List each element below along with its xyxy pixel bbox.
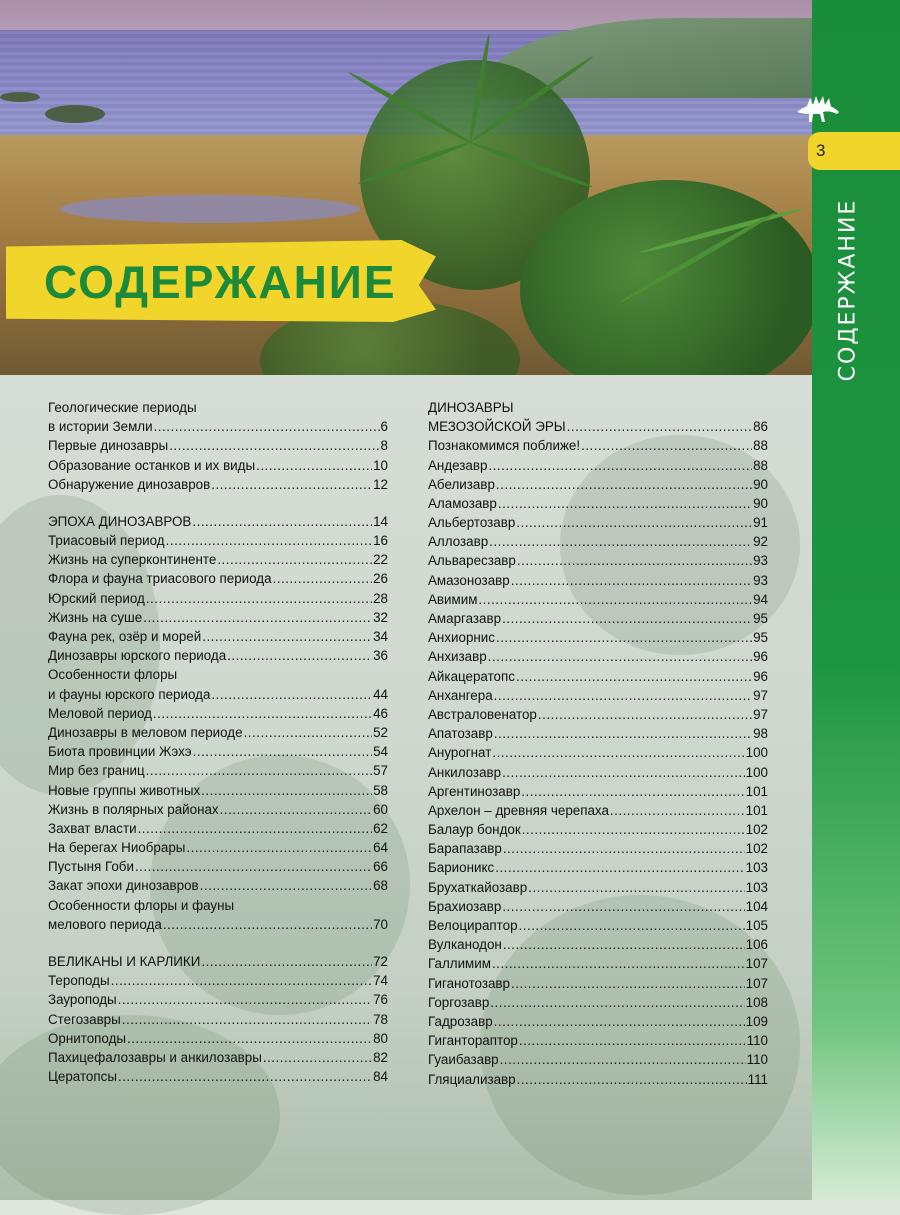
toc-entry-page: 8 [380, 438, 388, 454]
toc-entry-title: Динозавры юрского периода [48, 648, 227, 664]
dot-leader [498, 494, 752, 513]
toc-entry-title: Альбертозавр [428, 515, 516, 531]
dot-leader [118, 990, 372, 1009]
toc-entry-title: Жизнь в полярных районах [48, 801, 219, 817]
dot-leader [519, 916, 745, 935]
section-gap [48, 934, 388, 952]
dot-leader [502, 897, 744, 916]
toc-entry[interactable] [48, 877, 388, 896]
dot-leader [478, 590, 752, 609]
dot-leader [538, 705, 752, 724]
dot-leader [127, 1029, 372, 1048]
toc-entry-title: Андезавр [428, 457, 488, 473]
toc-entry-title: На берегах Ниобрары [48, 840, 186, 856]
toc-entry-page: 103 [745, 879, 768, 895]
toc-entry-title: Амаргазавр [428, 611, 502, 627]
toc-entry[interactable] [428, 532, 768, 551]
dot-leader [610, 801, 745, 820]
toc-entry-title: Австраловенатор [428, 706, 537, 722]
puddle [60, 195, 360, 223]
dot-leader [511, 571, 752, 590]
toc-entry-page: 80 [373, 1030, 388, 1046]
toc-entry[interactable] [48, 761, 388, 780]
toc-entry-page: 107 [745, 956, 768, 972]
dot-leader [492, 743, 744, 762]
toc-entry-title: Гигантораптор [428, 1033, 518, 1049]
toc-entry-page: 98 [753, 726, 768, 742]
toc-entry[interactable] [428, 897, 768, 916]
dot-leader [521, 782, 744, 801]
toc-entry[interactable] [428, 475, 768, 494]
toc-entry[interactable] [428, 1012, 768, 1031]
toc-entry-page: 102 [745, 841, 768, 857]
toc-entry-title: ВЕЛИКАНЫ И КАРЛИКИ [48, 954, 201, 970]
dot-leader [186, 838, 372, 857]
toc-entry-page: 34 [373, 629, 388, 645]
section-gap [48, 494, 388, 512]
toc-entry-title: Брухаткайозавр [428, 879, 528, 895]
dot-leader [492, 954, 745, 973]
toc-entry[interactable] [428, 513, 768, 532]
toc-entry[interactable] [428, 398, 768, 417]
dot-leader [227, 646, 372, 665]
toc-entry-title: Первые динозавры [48, 438, 169, 454]
toc-entry-title: Аргентинозавр [428, 783, 521, 799]
dot-leader [502, 763, 745, 782]
toc-entry-title: Тероподы [48, 973, 110, 989]
toc-entry-page: 100 [745, 764, 768, 780]
toc-entry[interactable] [428, 974, 768, 993]
dot-leader [135, 857, 372, 876]
toc-entry-title: Архелон – древняя черепаха [428, 802, 609, 818]
dot-leader [494, 1012, 745, 1031]
toc-entry[interactable] [428, 667, 768, 686]
toc-entry[interactable] [428, 686, 768, 705]
toc-entry-title: Жизнь на суперконтиненте [48, 552, 217, 568]
toc-entry[interactable] [48, 971, 388, 990]
toc-entry-page: 32 [373, 609, 388, 625]
toc-entry[interactable] [48, 781, 388, 800]
dot-leader [200, 876, 372, 895]
toc-entry-title: МЕЗОЗОЙСКОЙ ЭРЫ [428, 419, 566, 435]
toc-entry[interactable] [48, 512, 388, 531]
toc-entry[interactable] [48, 456, 388, 475]
toc-entry-title: Авимим [428, 591, 478, 607]
toc-entry[interactable] [48, 723, 388, 742]
toc-entry-title: Галлимим [428, 956, 491, 972]
toc-entry-title: Познакомимся поближе! [428, 438, 581, 454]
side-strip [812, 0, 900, 1200]
toc-entry-title: Барапазавр [428, 841, 502, 857]
toc-entry-title: и фауны юрского периода [48, 686, 211, 702]
toc-entry[interactable] [48, 742, 388, 761]
dot-leader [122, 1010, 372, 1029]
dot-leader [146, 589, 372, 608]
toc-entry-title: Стегозавры [48, 1011, 121, 1027]
dot-leader [517, 1070, 747, 1089]
toc-entry-page: 92 [753, 534, 768, 550]
toc-entry-title: Зауроподы [48, 992, 117, 1008]
dot-leader [528, 878, 745, 897]
toc-entry-title: ЭПОХА ДИНОЗАВРОВ [48, 513, 192, 529]
toc-entry-title: Пахицефалозавры и анкилозавры [48, 1049, 262, 1065]
dot-leader [244, 723, 373, 742]
toc-entry-page: 110 [746, 1052, 768, 1068]
page-title: СОДЕРЖАНИЕ [44, 256, 397, 308]
dot-leader [500, 1050, 746, 1069]
toc-entry-title: Новые группы животных [48, 782, 201, 798]
toc-entry-title: Гадрозавр [428, 1013, 493, 1029]
toc-entry-page: 54 [373, 744, 388, 760]
toc-entry-title: Анхиорнис [428, 630, 495, 646]
toc-entry[interactable] [428, 647, 768, 666]
dot-leader [495, 858, 744, 877]
dot-leader [192, 512, 372, 531]
dot-leader [502, 609, 752, 628]
toc-entry[interactable] [48, 550, 388, 569]
toc-entry[interactable] [48, 1067, 388, 1086]
dot-leader [217, 550, 372, 569]
toc-entry-title: Апатозавр [428, 726, 493, 742]
toc-entry-page: 95 [753, 630, 768, 646]
toc-entry[interactable] [428, 935, 768, 954]
toc-entry[interactable] [428, 705, 768, 724]
toc-entry-title: Пустыня Гоби [48, 859, 134, 875]
toc-entry-title: Гиганотозавр [428, 975, 510, 991]
toc-entry-title: Аламозавр [428, 495, 497, 511]
dot-leader [201, 781, 372, 800]
toc-entry-page: 44 [373, 686, 388, 702]
toc-entry-page: 108 [745, 994, 768, 1010]
toc-entry[interactable] [428, 456, 768, 475]
toc-entry-page: 36 [373, 648, 388, 664]
toc-entry[interactable] [48, 417, 388, 436]
toc-entry[interactable] [428, 782, 768, 801]
toc-entry-title: Мир без границ [48, 763, 145, 779]
toc-entry-title: Анкилозавр [428, 764, 502, 780]
dot-leader [211, 685, 372, 704]
toc-entry[interactable] [428, 859, 768, 878]
toc-entry-title: Флора и фауна триасового периода [48, 571, 272, 587]
toc-entry[interactable] [48, 857, 388, 876]
toc-entry[interactable] [48, 570, 388, 589]
dot-leader [211, 475, 372, 494]
toc-entry-page: 60 [373, 801, 388, 817]
dot-leader [494, 724, 752, 743]
toc-entry[interactable] [48, 665, 388, 684]
toc-entry[interactable] [428, 571, 768, 590]
toc-entry[interactable] [428, 743, 768, 762]
toc-entry-page: 68 [373, 878, 388, 894]
dot-leader [256, 456, 372, 475]
toc-entry[interactable] [428, 552, 768, 571]
toc-entry[interactable] [428, 878, 768, 897]
toc-entry-page: 12 [373, 476, 388, 492]
toc-entry[interactable] [428, 628, 768, 647]
toc-entry-page: 86 [753, 419, 768, 435]
dot-leader [489, 532, 752, 551]
dot-leader [517, 551, 752, 570]
toc-left-column [48, 398, 388, 1086]
dot-leader [567, 417, 752, 436]
toc-entry-page: 88 [753, 438, 768, 454]
toc-entry-title: Вулканодон [428, 937, 502, 953]
toc-entry[interactable] [428, 801, 768, 820]
toc-entry-page: 28 [373, 590, 388, 606]
dot-leader [163, 915, 372, 934]
toc-entry-page: 74 [373, 973, 388, 989]
toc-entry-page: 72 [373, 954, 388, 970]
toc-entry-page: 90 [753, 476, 768, 492]
toc-entry-page: 66 [373, 859, 388, 875]
toc-entry-page: 110 [746, 1033, 768, 1049]
toc-entry-title: Гляциализавр [428, 1071, 516, 1087]
toc-entry-page: 97 [753, 706, 768, 722]
toc-entry[interactable] [48, 685, 388, 704]
toc-entry-title: Балаур бондок [428, 822, 521, 838]
toc-entry[interactable] [428, 590, 768, 609]
toc-right-column [428, 398, 768, 1089]
dot-leader [511, 974, 745, 993]
toc-entry[interactable] [428, 494, 768, 513]
toc-entry[interactable] [48, 646, 388, 665]
toc-entry[interactable] [48, 608, 388, 627]
toc-entry-page: 62 [373, 820, 388, 836]
toc-entry-title: Закат эпохи динозавров [48, 878, 199, 894]
toc-entry-title: Альваресзавр [428, 553, 516, 569]
dot-leader [581, 436, 752, 455]
dot-leader [166, 531, 372, 550]
toc-entry[interactable] [428, 763, 768, 782]
toc-entry-page: 105 [745, 918, 768, 934]
toc-entry-title: Жизнь на суше [48, 609, 143, 625]
toc-entry-page: 82 [373, 1049, 388, 1065]
toc-entry[interactable] [48, 838, 388, 857]
toc-entry[interactable] [48, 990, 388, 1009]
toc-entry[interactable] [428, 1050, 768, 1069]
toc-entry-page: 58 [373, 782, 388, 798]
toc-entry-page: 57 [373, 763, 388, 779]
toc-entry-title: Особенности флоры [48, 667, 178, 683]
toc-entry-page: 102 [745, 822, 768, 838]
dot-leader [111, 971, 372, 990]
page-number: 3 [816, 141, 826, 160]
toc-entry-title: Анхангера [428, 687, 493, 703]
toc-entry[interactable] [48, 819, 388, 838]
toc-entry-title: Велоцираптор [428, 918, 518, 934]
toc-entry-page: 106 [745, 937, 768, 953]
dot-leader [153, 704, 372, 723]
toc-entry-title: Динозавры в меловом периоде [48, 724, 243, 740]
dot-leader [143, 608, 372, 627]
toc-entry-page: 103 [745, 860, 768, 876]
toc-entry-page: 91 [753, 515, 768, 531]
vertical-section-title: СОДЕРЖАНИЕ [835, 198, 861, 382]
toc-entry-page: 100 [745, 745, 768, 761]
dot-leader [516, 667, 752, 686]
toc-entry-page: 97 [753, 687, 768, 703]
rock [0, 92, 40, 102]
toc-entry[interactable] [428, 417, 768, 436]
dot-leader [496, 628, 752, 647]
dot-leader [138, 819, 373, 838]
toc-entry[interactable] [428, 916, 768, 935]
toc-entry-title: Брахиозавр [428, 898, 502, 914]
toc-entry-page: 52 [373, 724, 388, 740]
toc-entry-title: Триасовый период [48, 533, 165, 549]
toc-entry-title: в истории Земли [48, 419, 153, 435]
dot-leader [488, 647, 752, 666]
toc-entry[interactable] [48, 1029, 388, 1048]
toc-entry-title: Образование останков и их виды [48, 457, 256, 473]
header-illustration [0, 0, 812, 375]
dot-leader [496, 475, 752, 494]
dot-leader [522, 820, 745, 839]
toc-entry-title: Амазонозавр [428, 572, 510, 588]
toc-entry-page: 88 [753, 457, 768, 473]
toc-entry-title: Анхизавр [428, 649, 487, 665]
toc-entry[interactable] [428, 839, 768, 858]
toc-entry-title: Особенности флоры и фауны [48, 897, 235, 913]
dot-leader [516, 513, 752, 532]
toc-entry[interactable] [48, 1048, 388, 1067]
toc-entry[interactable] [48, 896, 388, 915]
toc-entry[interactable] [428, 609, 768, 628]
toc-entry-title: Горгозавр [428, 994, 490, 1010]
toc-entry[interactable] [48, 627, 388, 646]
dot-leader [201, 952, 372, 971]
toc-entry-title: Биота провинции Жэхэ [48, 744, 192, 760]
dot-leader [503, 935, 745, 954]
toc-entry-title: Барионикс [428, 860, 495, 876]
toc-entry[interactable] [428, 724, 768, 743]
toc-entry-title: Аллозавр [428, 534, 489, 550]
toc-entry-title: ДИНОЗАВРЫ [428, 399, 514, 415]
toc-entry-page: 64 [373, 840, 388, 856]
toc-entry-page: 101 [745, 783, 768, 799]
toc-entry-page: 94 [753, 591, 768, 607]
dot-leader [169, 436, 379, 455]
toc-entry-title: Айкацератопс [428, 668, 515, 684]
toc-entry-page: 111 [747, 1071, 768, 1087]
toc-entry[interactable] [48, 531, 388, 550]
toc-entry[interactable] [428, 1070, 768, 1089]
toc-entry[interactable] [48, 952, 388, 971]
toc-entry-page: 109 [745, 1013, 768, 1029]
toc-entry[interactable] [428, 954, 768, 973]
toc-entry-page: 93 [753, 572, 768, 588]
toc-entry[interactable] [428, 1031, 768, 1050]
rock [45, 105, 105, 123]
toc-entry-page: 10 [373, 457, 388, 473]
toc-entry-page: 22 [373, 552, 388, 568]
toc-entry-page: 90 [753, 495, 768, 511]
dot-leader [519, 1031, 746, 1050]
dot-leader [263, 1048, 372, 1067]
toc-entry[interactable] [48, 915, 388, 934]
toc-entry[interactable] [48, 475, 388, 494]
toc-entry-page: 93 [753, 553, 768, 569]
toc-entry-title: Анурогнат [428, 745, 492, 761]
toc-entry-page: 84 [373, 1069, 388, 1085]
toc-entry-page: 96 [753, 668, 768, 684]
toc-entry-title: Захват власти [48, 820, 137, 836]
dot-leader [273, 569, 373, 588]
dot-leader [494, 686, 752, 705]
toc-entry-page: 95 [753, 611, 768, 627]
dot-leader [490, 993, 744, 1012]
dot-leader [503, 839, 745, 858]
toc-entry-page: 78 [373, 1011, 388, 1027]
dot-leader [146, 761, 372, 780]
toc-entry-title: Цератопсы [48, 1069, 117, 1085]
toc-entry-title: Орнитоподы [48, 1030, 127, 1046]
toc-entry[interactable] [48, 589, 388, 608]
toc-entry[interactable] [48, 398, 388, 417]
toc-entry-title: Фауна рек, озёр и морей [48, 629, 202, 645]
toc-entry-page: 107 [745, 975, 768, 991]
toc-entry-title: Абелизавр [428, 476, 495, 492]
dot-leader [193, 742, 372, 761]
toc-entry-page: 6 [380, 419, 388, 435]
toc-entry-page: 104 [745, 898, 768, 914]
toc-entry-page: 101 [745, 802, 768, 818]
toc-entry-page: 96 [753, 649, 768, 665]
dot-leader [220, 800, 372, 819]
toc-entry[interactable] [428, 993, 768, 1012]
dot-leader [154, 417, 380, 436]
toc-entry-title: Меловой период [48, 705, 152, 721]
dot-leader [488, 456, 752, 475]
toc-entry-title: Юрский период [48, 590, 145, 606]
toc-entry[interactable] [48, 704, 388, 723]
dot-leader [118, 1067, 372, 1086]
toc-entry-title: Гуаибазавр [428, 1052, 499, 1068]
toc-entry[interactable] [428, 820, 768, 839]
toc-entry[interactable] [48, 1010, 388, 1029]
toc-entry-title: мелового периода [48, 916, 162, 932]
toc-entry-page: 76 [373, 992, 388, 1008]
toc-entry[interactable] [428, 436, 768, 455]
toc-entry[interactable] [48, 800, 388, 819]
stegosaurus-icon [793, 86, 843, 126]
toc-entry-page: 70 [373, 916, 388, 932]
toc-entry-page: 16 [373, 533, 388, 549]
toc-entry-page: 26 [373, 571, 388, 587]
dot-leader [202, 627, 372, 646]
toc-entry-page: 14 [373, 513, 388, 529]
toc-entry[interactable] [48, 436, 388, 455]
toc-entry-page: 46 [373, 705, 388, 721]
toc-entry-title: Геологические периоды [48, 399, 197, 415]
toc-entry-title: Обнаружение динозавров [48, 476, 211, 492]
